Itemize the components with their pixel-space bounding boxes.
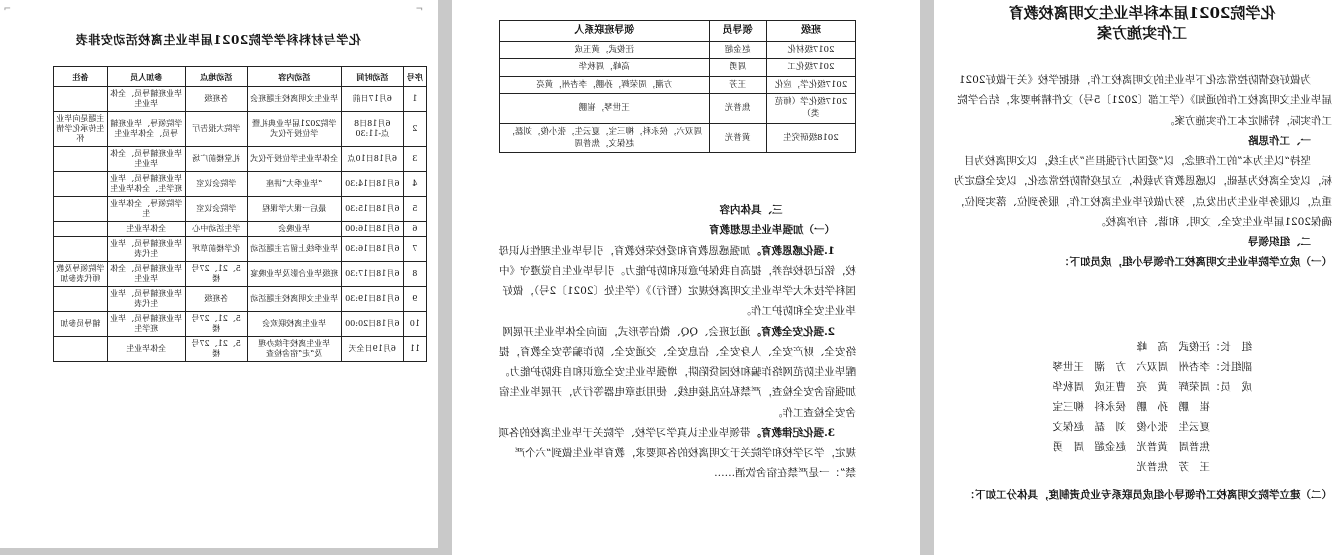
- schedule-cell: 毕业班辅导员、毕业生代表: [107, 287, 185, 312]
- leader-cell: 黄普光: [709, 123, 766, 153]
- page2-body: [496, 200, 856, 484]
- schedule-cell: 各班级: [185, 87, 247, 112]
- leader-cell: 2017级化工: [766, 59, 855, 76]
- schedule-cell: 7: [403, 237, 426, 262]
- leader-cell: 2017级材化: [766, 42, 855, 59]
- schedule-cell: 毕业班辅导员、毕业生代表: [107, 237, 185, 262]
- leader-cell: 周双六，侯永科，柳三宝，夏云生，张小俊，刘磊，赵保文，焦普周: [500, 123, 710, 153]
- heading-org: 二、组织领导: [1248, 236, 1311, 248]
- member-row: 王 芳 焦普光: [1136, 460, 1252, 473]
- leader-row: [500, 59, 856, 76]
- schedule-header-cell: 参加人员: [107, 67, 185, 87]
- section-heading: 三、具体内容: [719, 204, 783, 216]
- leader-cell: 周勇: [709, 59, 766, 76]
- schedule-cell: 11: [403, 337, 426, 362]
- margin-mark: ¬: [416, 2, 423, 15]
- leader-cell: 汪俊武，黄玉成: [500, 42, 710, 59]
- schedule-cell: 礼堂楼前广场: [185, 147, 247, 172]
- schedule-row: [54, 337, 427, 362]
- schedule-cell: 6月18日16:00: [341, 222, 403, 237]
- schedule-cell: 毕业晚会: [247, 222, 341, 237]
- schedule-cell: 6月19日全天: [341, 337, 403, 362]
- org-subheading: （一）成立学院毕业生文明离校工作领导小组，成员如下：: [1059, 256, 1332, 269]
- paragraph: 2.强化安全教育。通过班会、QQ、微信等形式，面向全体毕业生开展网络安全、财产安全、人身安全、信息安全、交通安全、防诈骗等安全教育，提醒毕业生防范网络诈骗和校园贷陷阱，增强毕业生安全意识和自我防护能力。加强宿舍安全检查，严禁私拉乱接电线、使用违章电器等行为，开展毕业生宿舍安全检查工作。: [499, 325, 856, 419]
- leader-row: [500, 42, 856, 59]
- leader-row: [500, 76, 856, 93]
- schedule-row: [54, 287, 427, 312]
- schedule-cell: 6月18日20:00: [341, 312, 403, 337]
- schedule-cell: 毕业班辅导员、全体毕业生: [107, 147, 185, 172]
- schedule-cell: 学院领导、全体毕业生: [107, 197, 185, 222]
- schedule-cell: 毕业班辅导员、全体毕业生: [107, 262, 185, 287]
- leader-cell: 2017级化学，应化: [766, 76, 855, 93]
- leader-header-cell: 领导员: [709, 21, 766, 42]
- leader-cell: 2018级研究生: [766, 123, 855, 153]
- schedule-row: [54, 147, 427, 172]
- schedule-cell: 5、21、27号楼: [185, 312, 247, 337]
- schedule-cell: [54, 197, 108, 222]
- schedule-cell: [54, 147, 108, 172]
- schedule-cell: 各班级: [185, 287, 247, 312]
- schedule-cell: 学院会议室: [185, 172, 247, 197]
- schedule-cell: 5、21、27号楼: [185, 262, 247, 287]
- schedule-row: [54, 112, 427, 147]
- document-page-1: [0, 0, 438, 548]
- subsection-heading: （一）加强毕业生思想教育: [709, 224, 835, 237]
- page3-body: [952, 70, 1332, 273]
- schedule-header-cell: 备注: [54, 67, 108, 87]
- member-row: 夏云生 张小俊 刘 磊 赵保文: [1052, 420, 1252, 433]
- schedule-cell: 毕业季线上留言主题活动: [247, 237, 341, 262]
- schedule-cell: 全体毕业生: [107, 222, 185, 237]
- plan-title: 化学院2021届本科毕业生文明离校教育 工作实施方案: [1008, 4, 1276, 42]
- document-page-3: [934, 0, 1344, 555]
- leader-cell: 王芳: [709, 76, 766, 93]
- ideas-paragraph: 坚持“以生为本”的工作理念，以“爱国力行强担当”为主线，以文明离校为目标，以安全离校为基础，以感恩教育为载体，立足疫情防控常态化，以安全稳定为重点，以服务毕业生为出发点，努力做好毕业生离校工作，服务到位、落实到位，确保2021届毕业生安全、文明、和谐、有序离校。: [954, 155, 1332, 228]
- schedule-cell: 6月18日14:30: [341, 172, 403, 197]
- schedule-cell: 全体毕业生学位授予仪式: [247, 147, 341, 172]
- schedule-cell: 毕业班辅导员、毕业班学生、全体毕业生: [107, 172, 185, 197]
- schedule-cell: 毕业班辅导员、毕业班学生: [107, 312, 185, 337]
- page3-tail: [952, 485, 1332, 505]
- leader-cell: 方潮，周荣辉，孙鹏，李杏州，黄亮: [500, 76, 710, 93]
- member-row: 崔 鹏 孙 鹏 侯永科 柳三宝: [1052, 400, 1252, 413]
- schedule-cell: 毕业生离校手续办理及“走”宿舍检查: [247, 337, 341, 362]
- margin-mark: ⌐: [4, 2, 11, 15]
- schedule-header-cell: 序号: [403, 67, 426, 87]
- schedule-cell: “毕业季大”讲座: [247, 172, 341, 197]
- schedule-cell: 6月18日15:30: [341, 197, 403, 222]
- schedule-cell: 6月18日8点-11:30: [341, 112, 403, 147]
- schedule-cell: 10: [403, 312, 426, 337]
- schedule-cell: 学院2021届毕业典礼暨学位授予仪式: [247, 112, 341, 147]
- schedule-cell: 2: [403, 112, 426, 147]
- leader-cell: 2017级化学（师范类）: [766, 93, 855, 123]
- paragraph: 1.强化感恩教育。加强感恩教育和爱校荣校教育，引导毕业生理性认识母校，铭记母校培养，提高自我保护意识和防护能力。引导毕业生自觉遵守《中国科学技术大学毕业生文明离校规定（暂行）》（学生处〔2021〕2号），做好毕业生安全和防护工作。: [498, 244, 856, 318]
- schedule-cell: 学院会议室: [185, 197, 247, 222]
- schedule-cell: 6月18日17:30: [341, 262, 403, 287]
- schedule-cell: [54, 287, 108, 312]
- schedule-cell: 3: [403, 147, 426, 172]
- schedule-row: [54, 312, 427, 337]
- schedule-row: [54, 87, 427, 112]
- leader-table: [499, 20, 856, 153]
- schedule-cell: 主题是向毕业生传承化学情怀: [54, 112, 108, 147]
- schedule-row: [54, 262, 427, 287]
- schedule-cell: 化学楼前草坪: [185, 237, 247, 262]
- schedule-cell: 6月17日前: [341, 87, 403, 112]
- member-row: 焦普周 黄普光 赵金超 周 勇: [1052, 440, 1252, 453]
- schedule-row: [54, 197, 427, 222]
- paragraph: 3.强化纪律教育。带领毕业生认真学习学校、学院关于毕业生离校的各项规定，学习学校和学院关于文明离校的各项要求，教育毕业生做到“六个严禁”：一是严禁在宿舍饮酒……: [498, 426, 856, 480]
- leader-cell: 赵金超: [709, 42, 766, 59]
- member-row: 成 员：周荣辉 黄 亮 曹玉成 周秋华: [1052, 380, 1252, 393]
- schedule-cell: 6月18日19:30: [341, 287, 403, 312]
- schedule-cell: 学生活动中心: [185, 222, 247, 237]
- leader-cell: 王世琴，崔鹏: [500, 93, 710, 123]
- schedule-header-cell: 活动时间: [341, 67, 403, 87]
- schedule-cell: [54, 237, 108, 262]
- schedule-cell: [54, 337, 108, 362]
- leader-cell: 高峰，周秋华: [500, 59, 710, 76]
- schedule-cell: 辅导员参加: [54, 312, 108, 337]
- schedule-cell: 8: [403, 262, 426, 287]
- schedule-cell: 毕业生文明离校主题班会: [247, 87, 341, 112]
- leader-row: [500, 123, 856, 153]
- schedule-cell: 班级毕业合影及毕业晚宴: [247, 262, 341, 287]
- schedule-cell: 最后一课大学课程: [247, 197, 341, 222]
- schedule-cell: 6: [403, 222, 426, 237]
- schedule-cell: 学院大报告厅: [185, 112, 247, 147]
- schedule-title: 化学与材料科学学院2021届毕业生离校活动安排表: [75, 33, 361, 47]
- schedule-cell: 5、21、27号楼: [185, 337, 247, 362]
- schedule-cell: 全体毕业生: [107, 337, 185, 362]
- schedule-cell: 学院领导、毕业班辅导员、全体毕业生: [107, 112, 185, 147]
- member-row: 副组长：李杏州 周双六 方 潮 王世琴: [1052, 360, 1252, 373]
- org-subheading-2: （二）建立学院文明离校工作领导小组成员联系专业负责制度，具体分工如下：: [964, 489, 1332, 501]
- member-list: [952, 338, 1332, 478]
- member-row: 组 长：汪俊武 高 峰: [1136, 341, 1252, 353]
- schedule-cell: 学院领导及教师代表参加: [54, 262, 108, 287]
- leader-row: [500, 93, 856, 123]
- schedule-cell: [54, 172, 108, 197]
- heading-ideas: 一、工作思路: [1248, 134, 1311, 147]
- leader-header-cell: 领导班联系人: [500, 21, 710, 42]
- schedule-cell: 9: [403, 287, 426, 312]
- schedule-cell: 毕业班辅导员、全体毕业生: [107, 87, 185, 112]
- schedule-row: [54, 172, 427, 197]
- schedule-cell: [54, 222, 108, 237]
- schedule-header-cell: 活动地点: [185, 67, 247, 87]
- schedule-row: [54, 222, 427, 237]
- schedule-cell: 6月18日10点: [341, 147, 403, 172]
- document-page-2: [452, 0, 920, 555]
- leader-header-cell: 班级: [766, 21, 855, 42]
- leader-cell: 焦普光: [709, 93, 766, 123]
- schedule-cell: 毕业生离校联欢会: [247, 312, 341, 337]
- schedule-cell: 1: [403, 87, 426, 112]
- schedule-header-cell: 活动内容: [247, 67, 341, 87]
- schedule-cell: 4: [403, 172, 426, 197]
- schedule-table: [53, 66, 427, 362]
- schedule-cell: 6月18日16:30: [341, 237, 403, 262]
- schedule-cell: 5: [403, 197, 426, 222]
- schedule-cell: 毕业生文明离校主题活动: [247, 287, 341, 312]
- schedule-cell: [54, 87, 108, 112]
- intro-paragraph: 为做好疫情防控常态化下毕业生的文明离校工作，根据学校《关于做好2021届毕业生文明离校工作的通知》（学工部〔2021〕5号）文件精神要求，结合学院工作实际，特制定本工作实施方案。: [957, 74, 1332, 127]
- schedule-row: [54, 237, 427, 262]
